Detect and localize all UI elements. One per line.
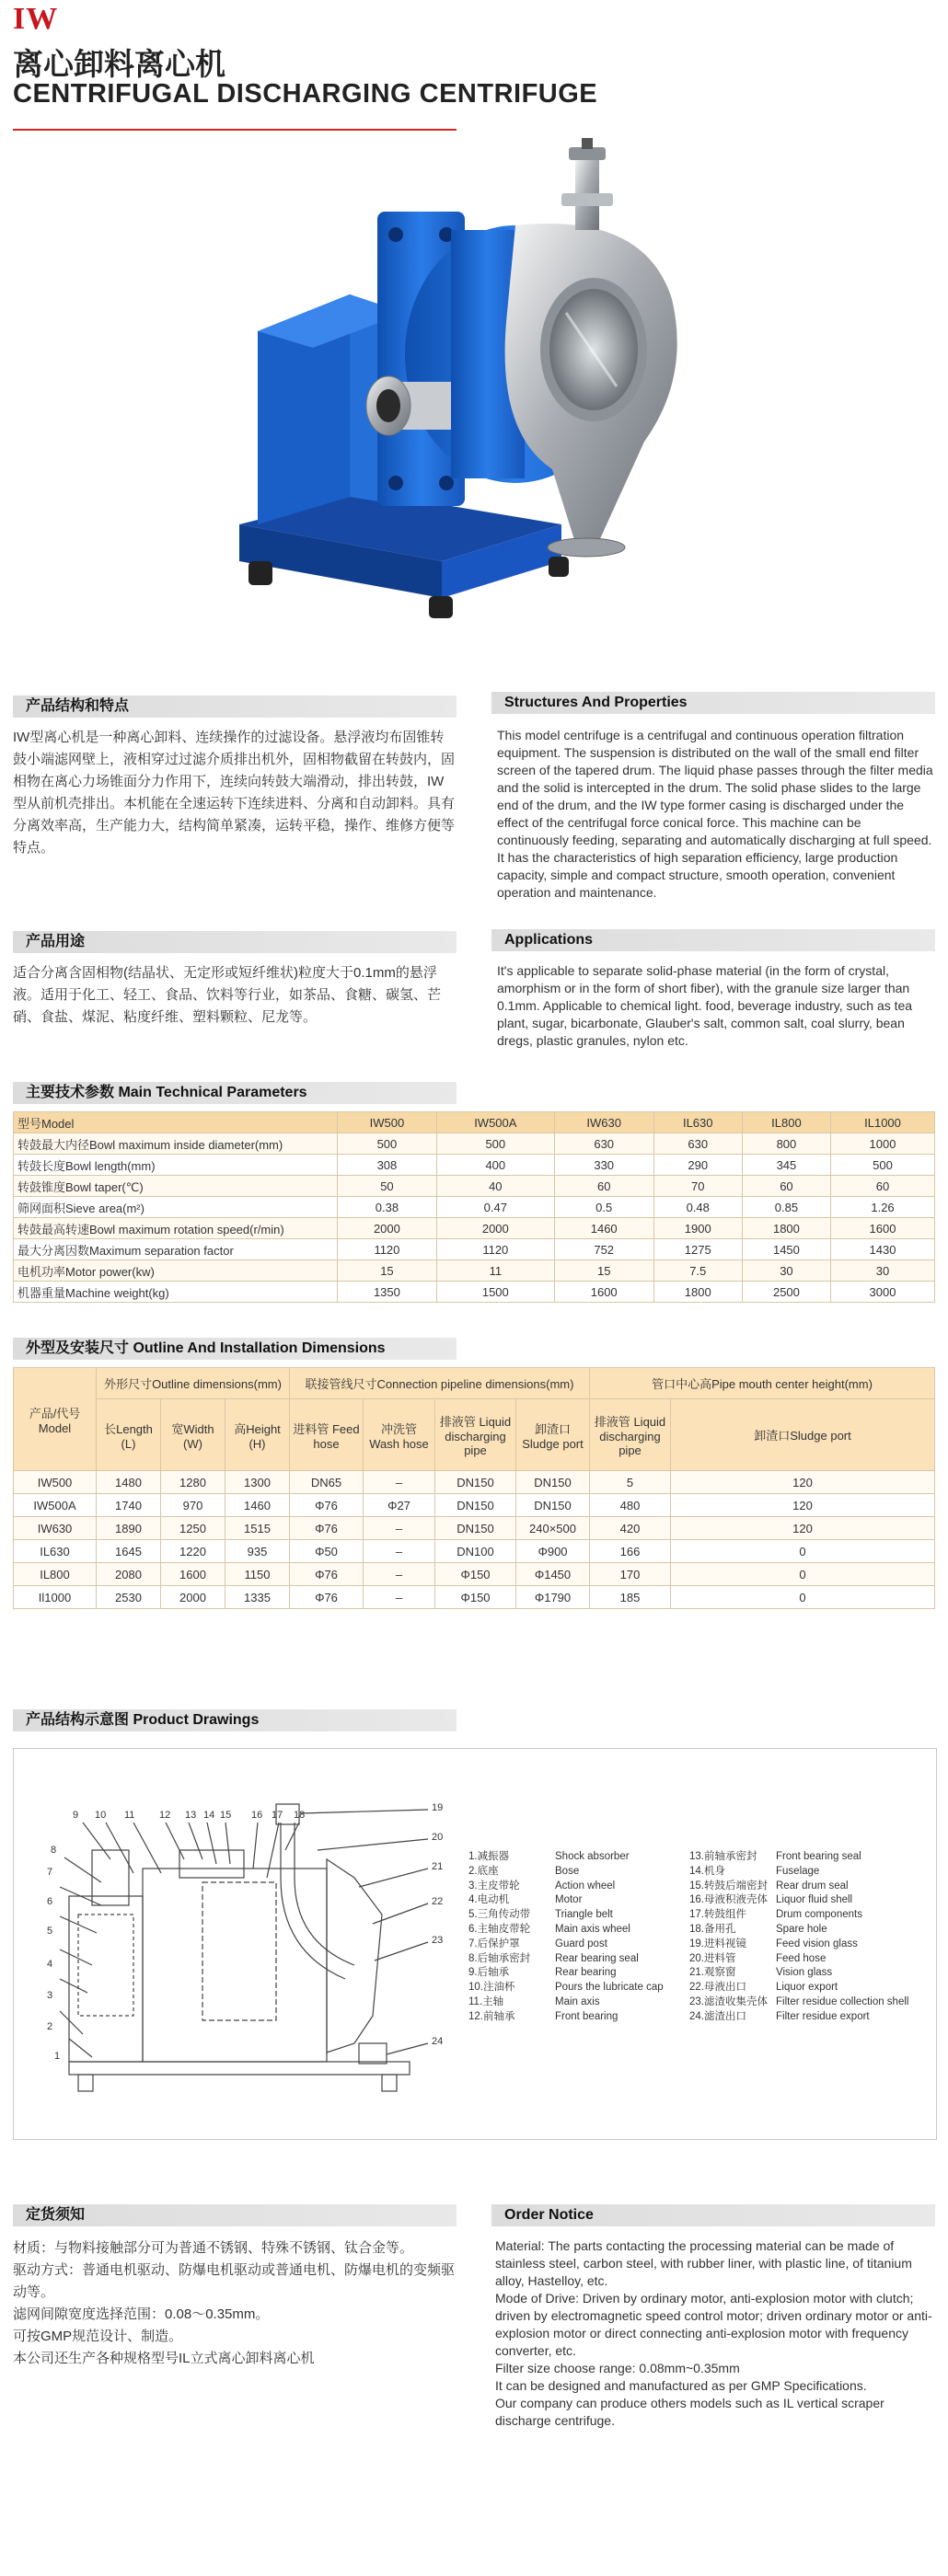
tech-params-header-row: 型号Model IW500 IW500A IW630 IL630 IL800 IL1000 — [14, 1112, 935, 1133]
centrifuge-illustration — [212, 138, 727, 653]
list-item: 9.后轴承 Rear bearing — [468, 1967, 617, 1979]
callout-label: 9 — [73, 1810, 79, 1821]
table-row: 转鼓最大内径Bowl maximum inside diameter(mm) 500 500 630 630 800 1000 — [14, 1133, 935, 1155]
callout-label: 19 — [432, 1802, 444, 1813]
callout-label: 13 — [185, 1810, 197, 1821]
list-item: 20.进料管 Feed hose — [689, 1952, 827, 1964]
callout-label: 22 — [432, 1896, 444, 1907]
table-row: IL800 2080 1600 1150 Φ76 – Φ150 Φ1450 170 0 — [14, 1563, 935, 1586]
list-item: 4.电动机 Motor — [468, 1894, 583, 1906]
list-item: 17.转鼓组件 Drum components — [689, 1909, 862, 1921]
list-item: 21.观察窗 Vision glass — [689, 1967, 833, 1979]
section-heading-tech-params: 主要技术参数 Main Technical Parameters — [13, 1082, 457, 1104]
table-row: 机器重量Machine weight(kg) 1350 1500 1600 1800 2500 3000 — [14, 1282, 935, 1303]
list-item: 14.机身 Fuselage — [689, 1865, 820, 1877]
applications-text-en: It's applicable to separate solid-phase material (in the form of crystal, amorphism or in the form of short fiber), with the granule size larger than 0.1mm. Applicable to chemical light. food, beverage industry, such as tea plant, sugar, bicarbonate, Glauber's salt, common salt, coal slurry, bean dregs, plastic granules, nylon etc. — [497, 963, 913, 1048]
structure-text-en: This model centrifuge is a centrifugal and continuous operation filtration equipment. The suspension is distributed on the wall of the small end filter screen of the tapered drum. The liquid phase passes through the filter media and the solid is intercepted in the drum. The solid phase slides to the large end of the drum, and the IW type former casing is discharged under the effect of the centrifugal force conical force. This machine can be continuously feeding, separating and automatically discharging at full speed. It has the characteristics of high separation efficiency, large production capacity, simple and compact structure, smooth operation, convenient operation and maintenance. — [497, 728, 933, 900]
product-photo — [212, 138, 727, 653]
callout-label: 10 — [95, 1810, 107, 1821]
table-row: Il1000 2530 2000 1335 Φ76 – Φ150 Φ1790 185 0 — [14, 1586, 935, 1609]
section-heading-order-cn: 定货须知 — [13, 2204, 457, 2226]
callout-label: 1 — [54, 2051, 61, 2062]
list-item: 12.前轴承 Front bearing — [468, 2010, 619, 2022]
callout-label: 12 — [159, 1810, 171, 1821]
table-row: 最大分离因数Maximum separation factor 1120 1120 752 1275 1450 1430 — [14, 1239, 935, 1260]
list-item: 10.注油杯 Pours the lubricate cap — [468, 1982, 664, 1994]
section-heading-dimensions: 外型及安装尺寸 Outline And Installation Dimensions — [13, 1338, 457, 1360]
section-heading-structure-cn: 产品结构和特点 — [13, 696, 457, 718]
table-row: 转鼓长度Bowl length(mm) 308 400 330 290 345 500 — [14, 1155, 935, 1176]
callout-label: 3 — [47, 1990, 53, 2001]
drawing-callouts — [14, 1749, 456, 2135]
callout-label: 15 — [220, 1810, 232, 1821]
callout-label: 18 — [294, 1810, 306, 1821]
table-row: 筛网面积Sieve area(m²) 0.38 0.47 0.5 0.48 0.85 1.26 — [14, 1197, 935, 1218]
list-item: 18.备用孔 Spare hole — [689, 1923, 827, 1935]
callout-label: 21 — [432, 1861, 444, 1872]
table-row: IL630 1645 1220 935 Φ50 – DN100 Φ900 166 0 — [14, 1540, 935, 1563]
title-cn: 离心卸料离心机 — [13, 47, 225, 81]
title-en: CENTRIFUGAL DISCHARGING CENTRIFUGE — [13, 79, 598, 109]
list-item: 22.母液出口 Liquor export — [689, 1982, 838, 1994]
order-line: 材质：与物料接触部分可为普通不锈钢、特殊不锈钢、钛合金等。 — [13, 2240, 414, 2256]
list-item: 19.进料视镜 Feed vision glass — [689, 1938, 858, 1949]
section-heading-structure-en: Structures And Properties — [491, 692, 935, 714]
dimensions-group-header: 产品/代号 Model 外形尺寸Outline dimensions(mm) 联接管线尺寸Connection pipeline dimensions(mm) 管口中心高Pipe mouth center height(mm) — [14, 1368, 935, 1399]
callout-label: 8 — [51, 1845, 57, 1856]
section-heading-drawings: 产品结构示意图 Product Drawings — [13, 1709, 457, 1731]
parts-list-right — [689, 1850, 931, 2025]
structure-text-cn: IW型离心机是一种离心卸料、连续操作的过滤设备。悬浮液均布固锥转鼓小端滤网壁上，液相穿过过滤介质排出机外，固相物截留在转鼓内，固相物在离心力场锥面分力作用下，连续向转鼓大端滑动，排出转鼓，IW型从前机壳排出。本机能在全速运转下连续进料、分离和自动卸料。具有分离效率高，生产能力大，结构简单紧凑，运转平稳，操作、维修方便等特点。 — [13, 730, 456, 856]
applications-text-cn: 适合分离含固相物(结晶状、无定形或短纤维状)粒度大于0.1mm的悬浮液。适用于化工、轻工、食品、饮料等行业，如茶品、食糖、碳氢、芒硝、食盐、煤泥、粘度纤维、塑料颗粒、尼龙等。 — [13, 965, 442, 1025]
title-divider — [13, 129, 457, 131]
callout-label: 17 — [272, 1810, 283, 1821]
callout-label: 5 — [47, 1926, 53, 1937]
section-heading-applications-en: Applications — [491, 929, 935, 951]
callout-label: 4 — [47, 1959, 53, 1970]
list-item: 2.底座 Bose — [468, 1865, 580, 1877]
order-text-cn — [13, 2237, 464, 2370]
callout-label: 16 — [251, 1810, 263, 1821]
order-line: 可按GMP规范设计、制造。 — [13, 2329, 183, 2344]
order-text-en: Material: The parts contacting the processing material can be made of stainless steel, carbon steel, with rubber liner, with plastic line, of titanium alloy, Hastelloy, etc. Mode of Drive: Driven by ordinary motor, anti-explosion motor with clutch; driven by electromagnetic speed control motor; driven ordinary motor or anti-explosion motor or direct connecting anti-explosion motor with frequency converter, etc. Filter size choose range: 0.08mm~0.35mm It can be designed and manufactured as per GMP Specifications. Our company can produce others models such as IL vertical scraper discharge centrifuge. — [495, 2238, 932, 2428]
section-heading-applications-cn: 产品用途 — [13, 931, 457, 953]
list-item: 1.减振器 Shock absorber — [468, 1851, 630, 1862]
order-line: 滤网间隙宽度选择范围：0.08～0.35mm。 — [13, 2306, 270, 2322]
list-item: 11.主轴 Main axis — [468, 1995, 600, 2007]
model-code: IW — [13, 2, 59, 36]
dimensions-table — [13, 1367, 935, 1609]
table-row: IW630 1890 1250 1515 Φ76 – DN150 240×500 420 120 — [14, 1517, 935, 1540]
list-item: 8.后轴承密封 Rear bearing seal — [468, 1952, 639, 1964]
list-item: 3.主皮带轮 Action wheel — [468, 1880, 616, 1892]
list-item: 15.转鼓后端密封 Rear drum seal — [689, 1880, 849, 1892]
list-item: 7.后保护罩 Guard post — [468, 1938, 607, 1949]
table-row: 电机功率Motor power(kw) 15 11 15 7.5 30 30 — [14, 1260, 935, 1282]
tech-params-table — [13, 1111, 935, 1303]
callout-label: 24 — [432, 2036, 444, 2047]
table-row: IW500A 1740 970 1460 Φ76 Φ27 DN150 DN150 480 120 — [14, 1494, 935, 1517]
list-item: 6.主轴皮带轮 Main axis wheel — [468, 1923, 630, 1935]
parts-list-left — [468, 1850, 689, 2025]
order-line: 本公司还生产各种规格型号IL立式离心卸料离心机 — [13, 2351, 315, 2366]
list-item: 24.滤渣出口 Filter residue export — [689, 2010, 870, 2022]
callout-label: 11 — [124, 1810, 135, 1821]
list-item: 5.三角传动带 Triangle belt — [468, 1909, 613, 1921]
list-item: 13.前轴承密封 Front bearing seal — [689, 1851, 861, 1862]
product-drawing-panel — [13, 1748, 937, 2140]
list-item: 23.滤渣收集壳体 Filter residue collection shell — [689, 1995, 909, 2007]
table-row: 转鼓最高转速Bowl maximum rotation speed(r/min) 2000 2000 1460 1900 1800 1600 — [14, 1218, 935, 1239]
callout-label: 7 — [47, 1867, 53, 1878]
callout-label: 23 — [432, 1935, 444, 1946]
section-heading-order-en: Order Notice — [491, 2204, 935, 2226]
callout-label: 14 — [203, 1810, 215, 1821]
callout-label: 6 — [47, 1896, 53, 1907]
list-item: 16.母液积液壳体 Liquor fluid shell — [689, 1894, 853, 1906]
table-row: 转鼓锥度Bowl taper(℃) 50 40 60 70 60 60 — [14, 1176, 935, 1197]
table-row: IW500 1480 1280 1300 DN65 – DN150 DN150 5 120 — [14, 1471, 935, 1494]
dimensions-sub-header: 长Length (L) 宽Width (W) 高Height (H) 进料管 Feed hose 冲洗管 Wash hose 排液管 Liquid discharging pipe 卸渣口 Sludge port 排液管 Liquid discharging pipe 卸渣口Sludge port — [14, 1399, 935, 1471]
callout-label: 20 — [432, 1832, 444, 1843]
order-line: 驱动方式：普通电机驱动、防爆电机驱动或普通电机、防爆电机的变频驱动等。 — [13, 2262, 456, 2300]
callout-label: 2 — [47, 2021, 53, 2032]
